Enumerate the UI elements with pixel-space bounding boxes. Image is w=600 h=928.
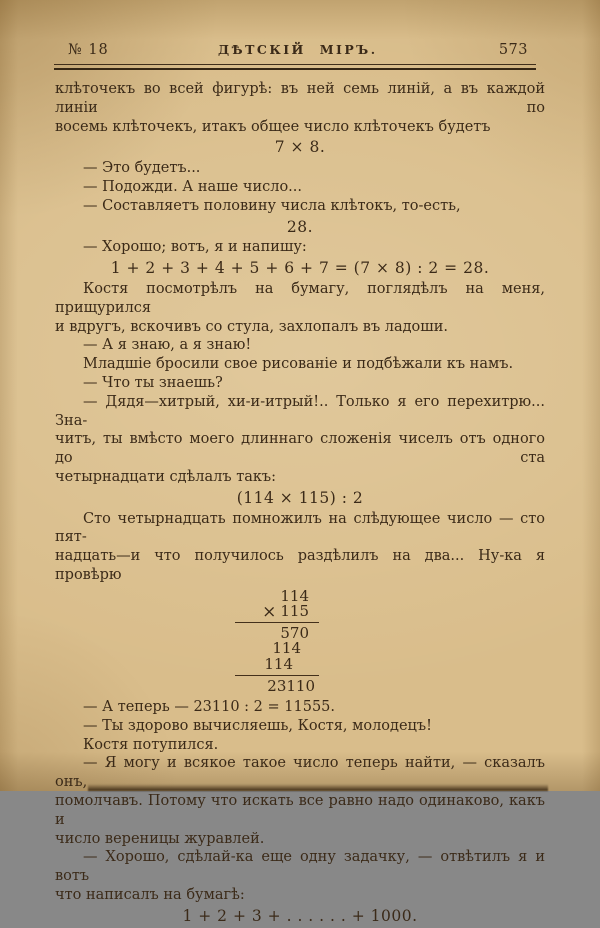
paragraph-line: читъ, ты вмѣсто моего длиннаго сложенія чиселъ отъ одного до ста (55, 431, 545, 467)
paragraph-line: и вдругъ, вскочивъ со стула, захлопалъ въ ладоши. (55, 318, 449, 335)
dialogue-line: — Хорошо; вотъ, я и напишу: (83, 239, 307, 256)
dialogue-line: — Ты здорово вычисляешь, Костя, молодецъ! (83, 717, 432, 734)
paragraph-line: Костя посмотрѣлъ на бумагу, поглядѣлъ на меня, прищурился (55, 280, 545, 316)
paragraph-line: четырнадцати сдѣлалъ такъ: (55, 468, 277, 485)
dialogue-line: — Дядя—хитрый, хи-и-итрый!.. Только я его перехитрю... Зна- (55, 393, 545, 429)
text-line: клѣточекъ во всей фигурѣ: въ ней семь линій, а въ каждой линіи по (55, 81, 545, 116)
text-line: восемь клѣточекъ, итакъ общее число клѣточекъ будетъ (55, 118, 491, 135)
formula-28: 28. (286, 217, 314, 236)
long-multiplication (235, 586, 319, 695)
dialogue-line: — Хорошо, сдѣлай-ка еще одну задачку, — отвѣтилъ я и вотъ (55, 849, 545, 885)
formula-114x115: (114 × 115) : 2 (236, 488, 364, 507)
paragraph-line: что написалъ на бумагѣ: (55, 886, 245, 903)
formula-sum-1-7: 1 + 2 + 3 + 4 + 5 + 6 + 7 = (7 × 8) : 2 = 28. (110, 259, 490, 278)
multiplier: 115 (280, 601, 309, 620)
paragraph-line: Младшіе бросили свое рисованіе и подбѣжали къ намъ. (83, 356, 514, 373)
multiplication-rule-top (235, 622, 319, 623)
dialogue-line: — Подожди. А наше число... (83, 178, 303, 195)
header-double-rule (54, 64, 536, 70)
header-row (54, 42, 536, 61)
paragraph-line: Сто четырнадцать помножилъ на слѣдующее число — сто пят- (55, 510, 545, 546)
paragraph-line: надцать—и что получилось раздѣлилъ на два... Ну-ка я провѣрю (55, 548, 545, 583)
dialogue-line: — А я знаю, а я знаю! (83, 337, 252, 354)
partial-product: 114 (272, 639, 301, 658)
multiplier-row (235, 601, 319, 622)
dialogue-line: — Составляетъ половину числа клѣтокъ, то-есть, (83, 197, 461, 214)
dialogue-line: — Я могу и всякое такое число теперь найти, — сказалъ онъ, (55, 755, 545, 791)
page-body-text (55, 80, 545, 928)
formula-sum-1-1000: 1 + 2 + 3 + . . . . . . + 1000. (182, 906, 418, 925)
partial-product: 114 (264, 654, 293, 673)
product: 23110 (267, 676, 315, 695)
scan-shadow (88, 784, 548, 791)
page-number: 573 (498, 42, 528, 58)
multiplication-rule-bottom (235, 675, 319, 676)
multiplication-sign: × (262, 601, 277, 622)
partial-product: 570 (280, 624, 309, 643)
formula-7x8: 7 × 8. (274, 138, 326, 157)
paragraph-line: число вереницы журавлей. (55, 830, 265, 847)
dialogue-line: — Это будетъ... (83, 160, 201, 177)
page-header (54, 42, 536, 70)
paragraph-line: помолчавъ. Потому что искать все равно надо одинаково, какъ и (55, 792, 545, 828)
journal-title: ДѢТСКІЙ МІРЪ. (217, 42, 378, 57)
dialogue-line: — А теперь — 23110 : 2 = 11555. (83, 698, 336, 715)
paragraph-line: Костя потупился. (83, 736, 219, 753)
dialogue-line: — Что ты знаешь? (83, 374, 223, 391)
multiplicand: 114 (280, 586, 309, 605)
issue-number: № 18 (68, 42, 109, 58)
